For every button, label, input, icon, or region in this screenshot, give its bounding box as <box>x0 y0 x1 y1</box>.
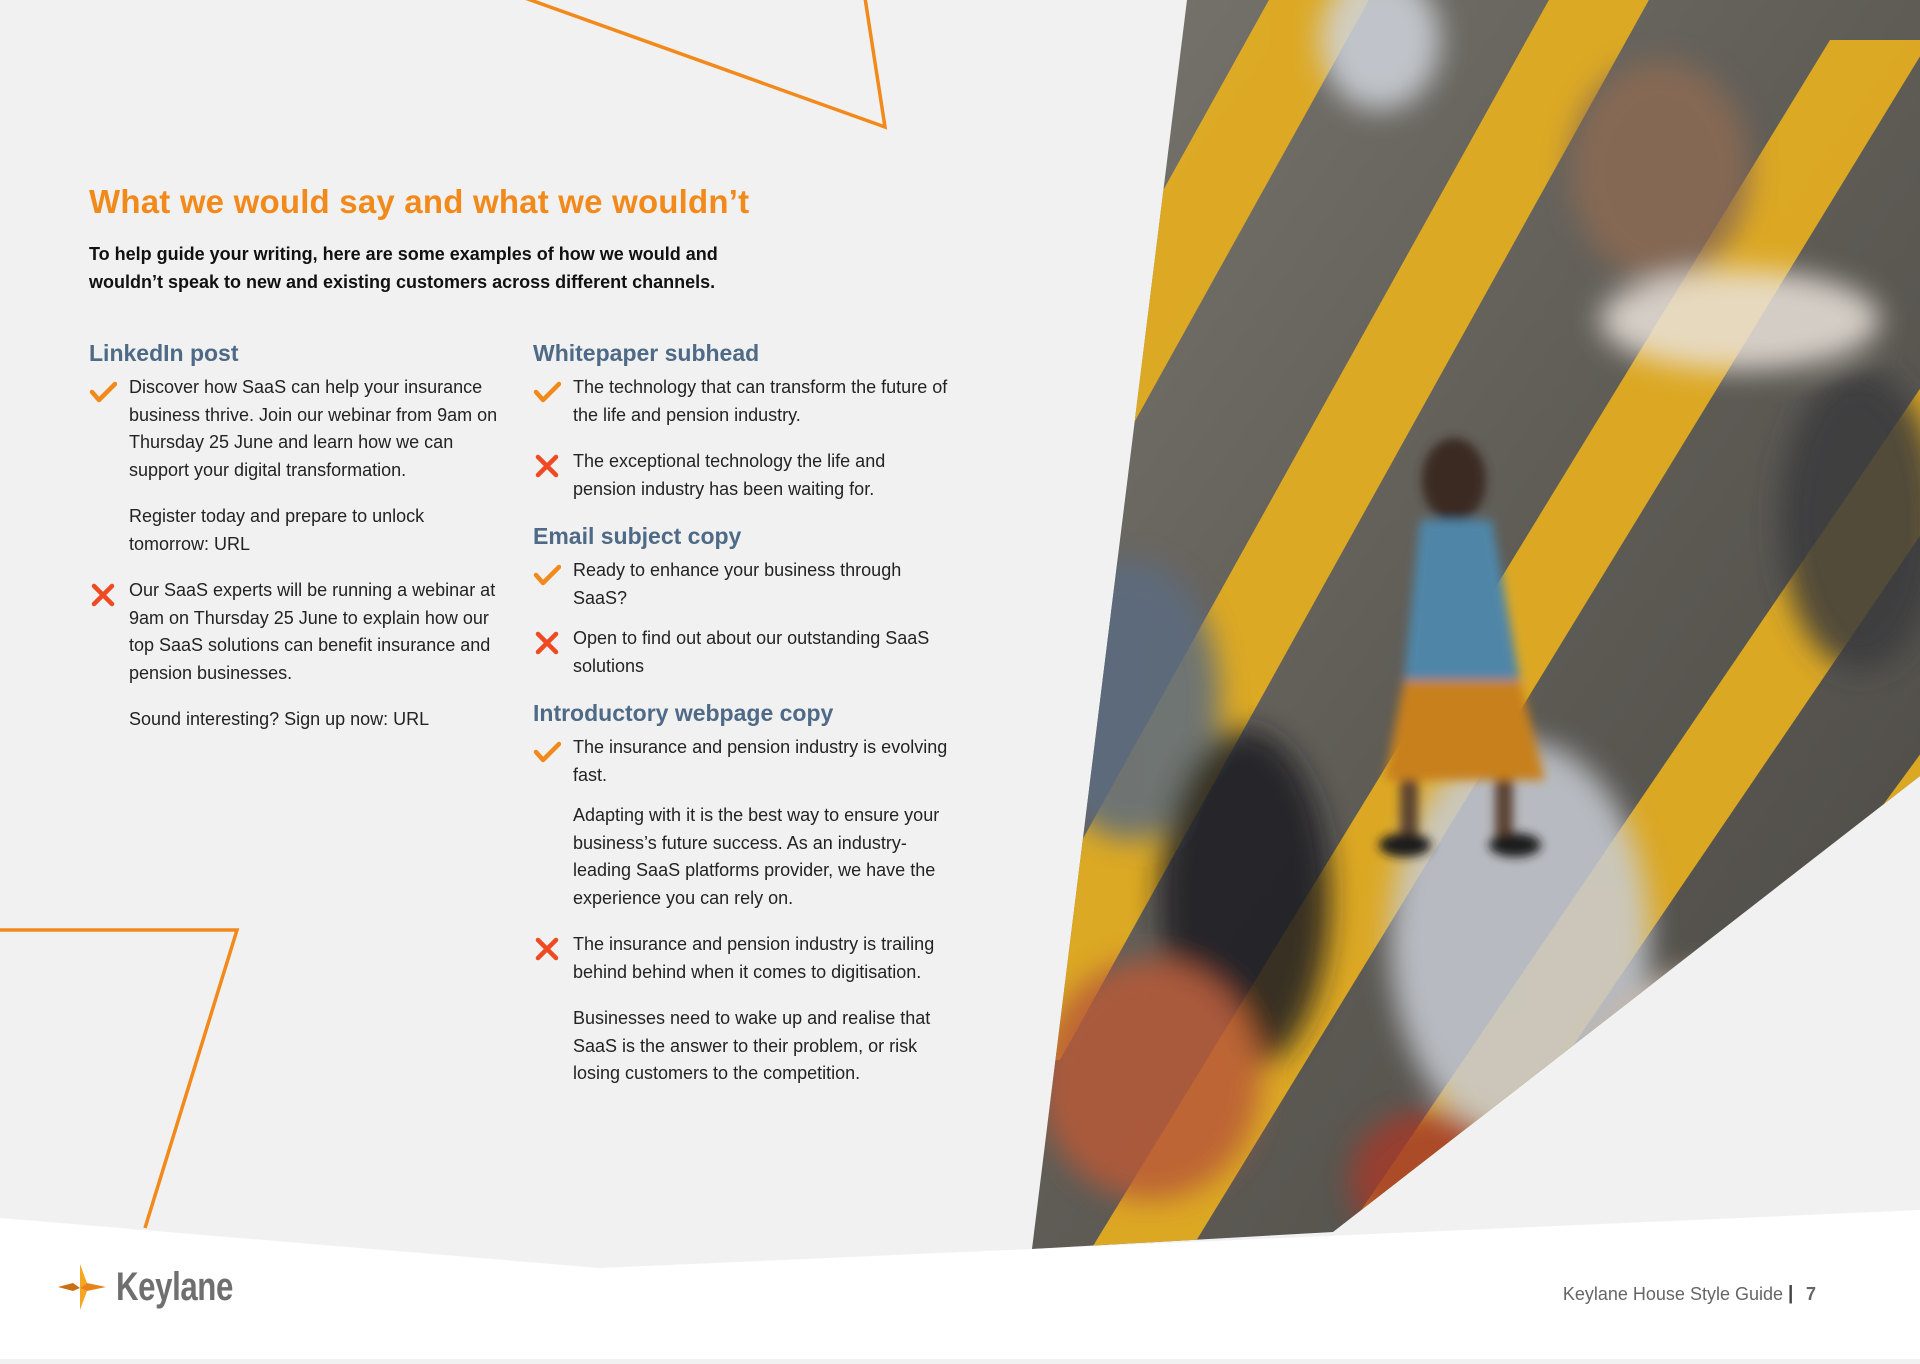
webpage-dont-example <box>533 931 953 1088</box>
check-icon <box>533 563 561 587</box>
whitepaper-dont-text: The exceptional technology the life and pension industry has been waiting for. <box>573 451 886 499</box>
footer-guide-title: Keylane House Style Guide <box>1562 1284 1783 1304</box>
linkedin-do-paragraph: Discover how SaaS can help your insurance business thrive. Join our webinar from 9am on Thursday 25 June and learn how we can support your digital transformation. <box>129 377 498 480</box>
footer-separator: | <box>1788 1283 1794 1304</box>
whitepaper-do-example <box>533 374 953 429</box>
webpage-do-paragraph: The insurance and pension industry is evolving fast. <box>573 737 948 785</box>
linkedin-dont-paragraph: Sound interesting? Sign up now: URL <box>129 709 430 729</box>
linkedin-heading: LinkedIn post <box>89 340 239 366</box>
page-number: 7 <box>1806 1284 1817 1304</box>
check-icon <box>533 380 561 404</box>
webpage-do-paragraph: Adapting with it is the best way to ensure your business’s future success. As an industry-leading SaaS platforms provider, we have the experience you can rely on. <box>573 805 940 908</box>
email-dont-text: Open to find out about our outstanding SaaS solutions <box>573 628 930 676</box>
check-icon <box>89 380 117 404</box>
page-title: What we would say and what we wouldn’t <box>89 183 750 220</box>
email-do-text: Ready to enhance your business through SaaS? <box>573 560 902 608</box>
linkedin-dont-example <box>89 577 509 734</box>
keylane-logo-icon <box>56 1262 108 1312</box>
linkedin-column <box>89 338 509 734</box>
cross-icon <box>533 631 561 655</box>
cross-icon <box>533 937 561 961</box>
webpage-heading: Introductory webpage copy <box>533 700 834 726</box>
intro-text: To help guide your writing, here are some examples of how we would and wouldn’t speak to new and existing customers across different channels. <box>89 244 718 292</box>
email-heading: Email subject copy <box>533 523 742 549</box>
cross-icon <box>89 583 117 607</box>
email-do-example <box>533 557 953 612</box>
cross-icon <box>533 454 561 478</box>
email-dont-example <box>533 625 953 680</box>
check-icon <box>533 740 561 764</box>
linkedin-dont-paragraph: Our SaaS experts will be running a webinar at 9am on Thursday 25 June to explain how our top SaaS solutions can benefit insurance and pension businesses. <box>129 580 496 683</box>
webpage-do-example <box>533 734 953 912</box>
webpage-dont-paragraph: The insurance and pension industry is trailing behind behind when it comes to digitisation. <box>573 934 935 982</box>
webpage-dont-paragraph: Businesses need to wake up and realise that SaaS is the answer to their problem, or risk losing customers to the competition. <box>573 1008 931 1083</box>
brand-wordmark: Keylane <box>116 1265 233 1309</box>
linkedin-do-paragraph: Register today and prepare to unlock tomorrow: URL <box>129 506 425 554</box>
linkedin-do-example <box>89 374 509 558</box>
channels-column <box>533 338 953 1088</box>
whitepaper-heading: Whitepaper subhead <box>533 340 760 366</box>
whitepaper-dont-example <box>533 448 953 503</box>
whitepaper-do-text: The technology that can transform the future of the life and pension industry. <box>573 377 948 425</box>
